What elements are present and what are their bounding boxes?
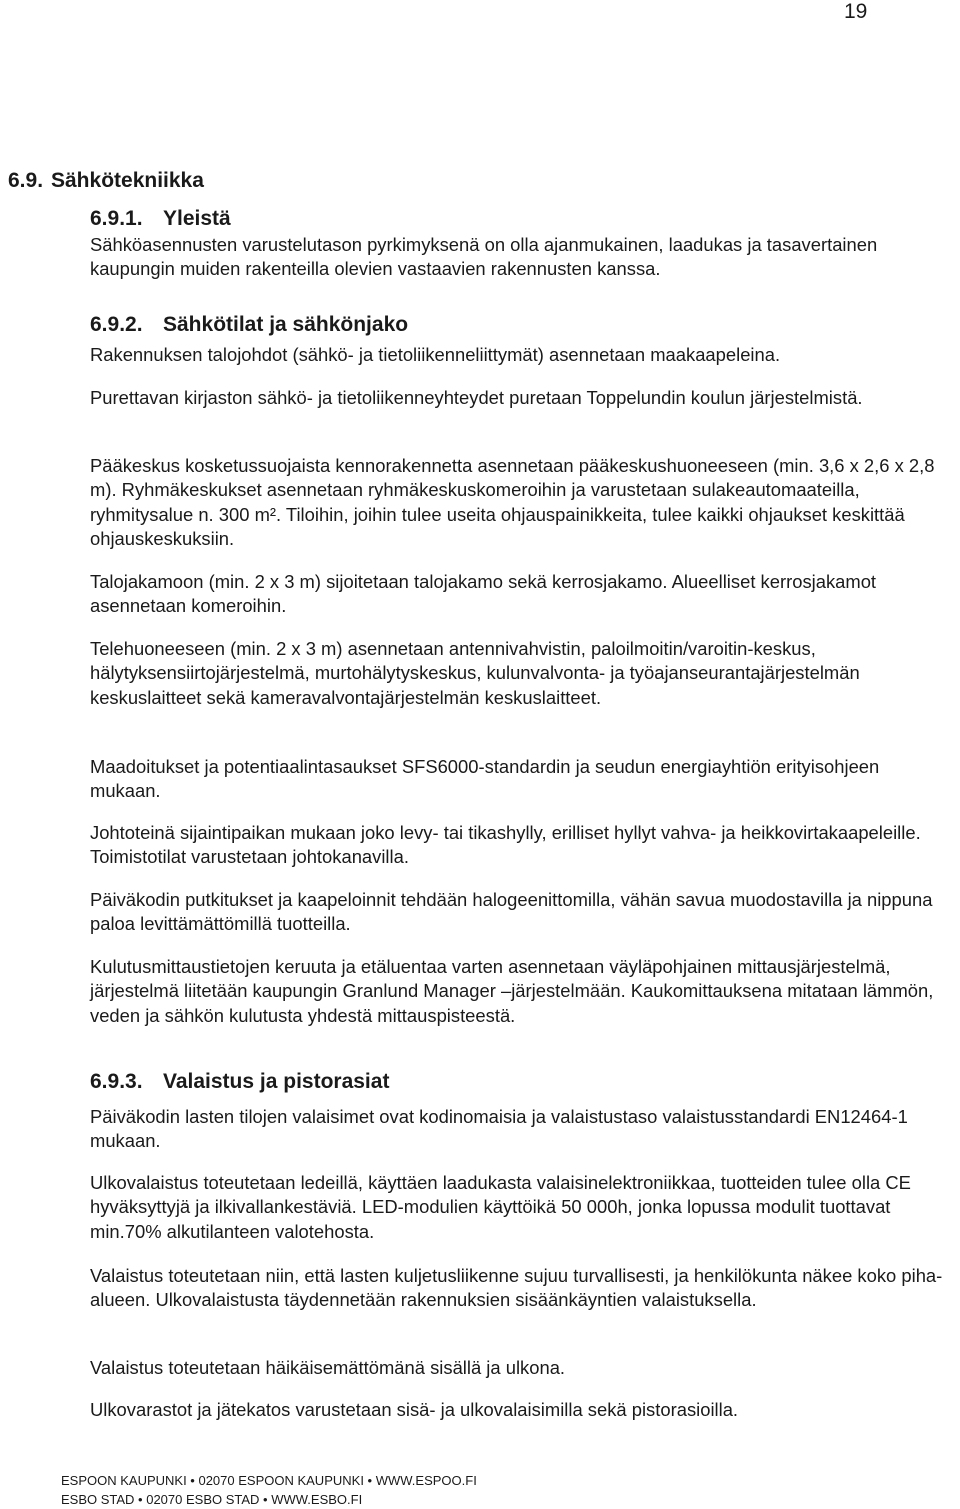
paragraph: Päiväkodin putkitukset ja kaapeloinnit tehdään halogeenittomilla, vähän savua muodostavilla ja nippuna paloa levittämättömillä tuotteilla. xyxy=(90,889,933,935)
subsection-heading-yleista xyxy=(90,207,231,231)
paragraph: Talojakamoon (min. 2 x 3 m) sijoitetaan talojakamo sekä kerrosjakamo. Alueelliset kerrosjakamot asennetaan komeroihin. xyxy=(90,571,877,617)
section-number: 6.9. xyxy=(8,169,44,192)
paragraph: Pääkeskus kosketussuojaista kennorakennetta asennetaan pääkeskushuoneeseen (min. 3,6 x 2,6 x 2,8 m). Ryhmäkeskukset asennetaan ryhmäkeskuskomeroihin ja varustetaan sulakeautomaateilla, ryhmitysalue n. 300 m². Tiloihin, joihin tulee useita ohjauspainikkeita, tulee kaikki ohjaukset keskittää ohjauskeskuksiin. xyxy=(90,455,935,550)
paragraph: Ulkovalaistus toteutetaan ledeillä, käyttäen laadukasta valaisinelektroniikkaa, tuotteiden tulee olla CE hyväksyttyjä ja ilkivallankestäviä. LED-modulien käyttöikä 50 000h, jonka lopussa modulit tuottavat min.70% alkutilanteen valotehosta. xyxy=(90,1172,911,1242)
subsection-number: 6.9.1. xyxy=(90,207,143,230)
subsection-title: Valaistus ja pistorasiat xyxy=(163,1070,390,1093)
paragraph: Rakennuksen talojohdot (sähkö- ja tietoliikenneliittymät) asennetaan maakaapeleina. xyxy=(90,344,781,365)
subsection-heading-sahkotilat xyxy=(90,313,408,337)
section-heading xyxy=(8,169,204,193)
subsection-heading-valaistus xyxy=(90,1070,389,1094)
paragraph: Päiväkodin lasten tilojen valaisimet ovat kodinomaisia ja valaistustaso valaistusstandardi EN12464-1 mukaan. xyxy=(90,1106,908,1152)
footer-line-espoo: ESPOON KAUPUNKI • 02070 ESPOON KAUPUNKI • WWW.ESPOO.FI xyxy=(61,1473,477,1488)
paragraph: Ulkovarastot ja jätekatos varustetaan sisä- ja ulkovalaisimilla sekä pistorasioilla. xyxy=(90,1399,739,1420)
paragraph: Johtoteinä sijaintipaikan mukaan joko levy- tai tikashylly, erilliset hyllyt vahva- ja heikkovirtakaapeleille. Toimistotilat varustetaan johtokanavilla. xyxy=(90,822,921,868)
paragraph: Maadoitukset ja potentiaalintasaukset SFS6000-standardin ja seudun energiayhtiön erityisohjeen mukaan. xyxy=(90,756,880,802)
page-number: 19 xyxy=(844,0,868,23)
paragraph: Purettavan kirjaston sähkö- ja tietoliikenneyhteydet puretaan Toppelundin koulun järjestelmistä. xyxy=(90,387,863,408)
section-title: Sähkötekniikka xyxy=(51,169,204,192)
paragraph: Kulutusmittaustietojen keruuta ja etäluentaa varten asennetaan väyläpohjainen mittausjärjestelmä, järjestelmä liitetään kaupungin Granlund Manager –järjestelmään. Kaukomittauksena mitataan lämmön, veden ja sähkön kulutusta yhdestä mittauspisteestä. xyxy=(90,956,934,1026)
subsection-title: Yleistä xyxy=(163,207,231,230)
paragraph: Sähköasennusten varustelutason pyrkimyksenä on olla ajanmukainen, laadukas ja tasavertainen kaupungin muiden rakenteilla olevien vastaavien rakennusten kanssa. xyxy=(90,234,878,280)
paragraph: Valaistus toteutetaan häikäisemättömänä sisällä ja ulkona. xyxy=(90,1357,566,1378)
subsection-title: Sähkötilat ja sähkönjako xyxy=(163,313,409,336)
subsection-number: 6.9.3. xyxy=(90,1070,143,1093)
paragraph: Telehuoneeseen (min. 2 x 3 m) asennetaan antennivahvistin, paloilmoitin/varoitin-keskus, hälytyksensiirtojärjestelmä, murtohälytyskeskus, kulunvalvonta- ja työajanseurantajärjestelmän keskuslaitteet sekä kameravalvontajärjestelmän keskuslaitteet. xyxy=(90,638,860,708)
paragraph: Valaistus toteutetaan niin, että lasten kuljetusliikenne sujuu turvallisesti, ja henkilökunta näkee koko piha-alueen. Ulkovalaistusta täydennetään rakennuksien sisäänkäyntien valaistuksella. xyxy=(90,1265,943,1311)
footer-line-esbo: ESBO STAD • 02070 ESBO STAD • WWW.ESBO.FI xyxy=(61,1492,363,1507)
subsection-number: 6.9.2. xyxy=(90,313,143,336)
